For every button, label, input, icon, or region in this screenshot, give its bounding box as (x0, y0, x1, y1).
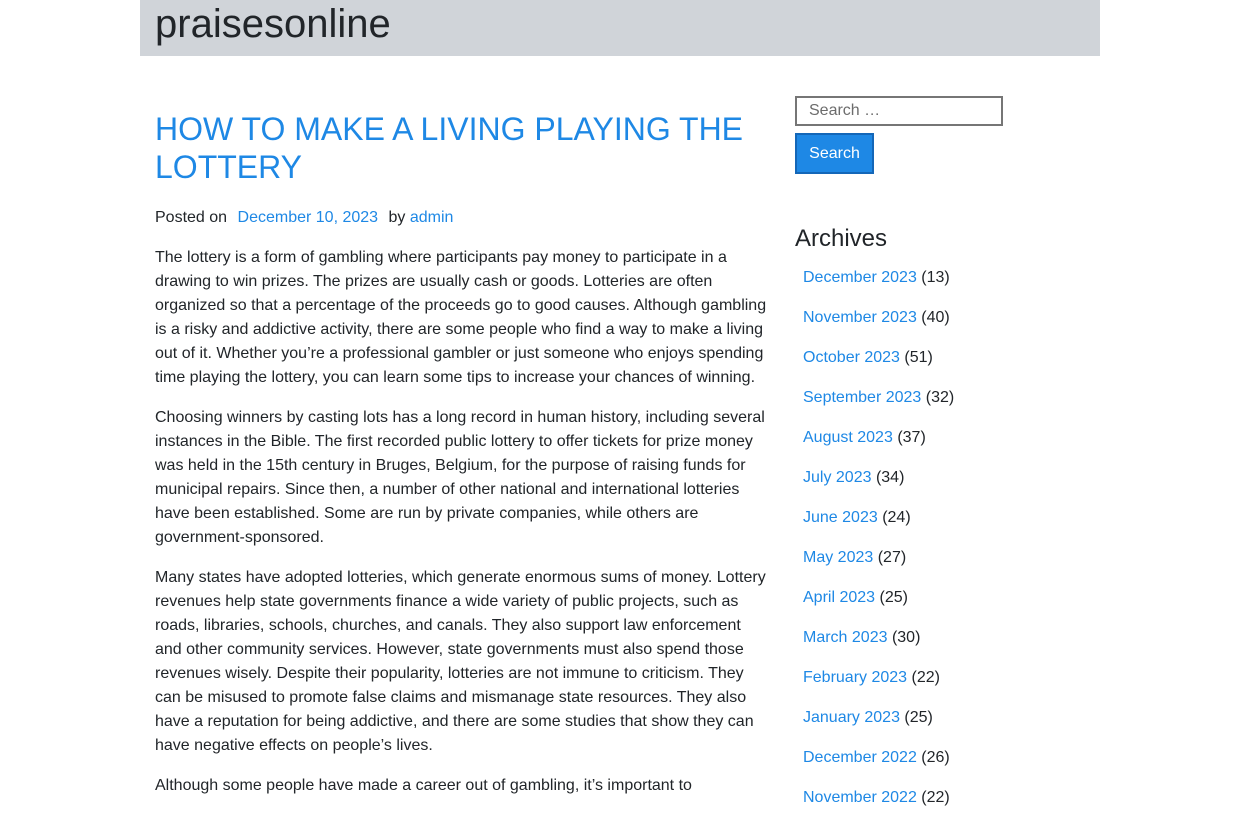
search-button[interactable]: Search (795, 133, 874, 174)
archive-count: (26) (921, 749, 950, 766)
archive-count: (24) (882, 509, 911, 526)
archive-item (803, 786, 1095, 826)
archive-link[interactable]: October 2023 (803, 349, 900, 366)
posted-on-label: Posted on (155, 209, 228, 226)
archive-item (803, 746, 1095, 786)
archive-link[interactable]: December 2022 (803, 749, 917, 766)
archive-item (803, 346, 1095, 386)
archive-item (803, 466, 1095, 506)
archive-item (803, 506, 1095, 546)
archives-list (803, 266, 1095, 826)
archive-count: (22) (921, 789, 950, 806)
archive-link[interactable]: May 2023 (803, 549, 874, 566)
archive-link[interactable]: June 2023 (803, 509, 878, 526)
archive-link[interactable]: August 2023 (803, 429, 893, 446)
post-paragraph: Choosing winners by casting lots has a long record in human history, including several instances in the Bible. The first recorded public lottery to offer tickets for prize money was held in the 15th century in Bruges, Belgium, for the purpose of raising funds for municipal repairs. Since then, a number of other national and international lotteries have been established. Some are run by private companies, while others are government-sponsored. (155, 409, 765, 546)
post-paragraph: Although some people have made a career out of gambling, it’s important to (155, 777, 692, 794)
post-meta (155, 206, 767, 230)
archive-item (803, 426, 1095, 466)
archive-link[interactable]: March 2023 (803, 629, 888, 646)
archive-count: (22) (911, 669, 940, 686)
archive-item (803, 626, 1095, 666)
search-form (795, 96, 1095, 174)
archive-link[interactable]: November 2023 (803, 309, 917, 326)
site-title-link[interactable]: praisesonline (155, 2, 391, 46)
archive-count: (34) (875, 469, 905, 486)
post-paragraph: Many states have adopted lotteries, which generate enormous sums of money. Lottery revenues help state governments finance a wide variety of public projects, such as roads, libraries, schools, churches, and canals. They also support law enforcement and other community services. However, state governments must also spend those revenues wisely. Despite their popularity, lotteries are not immune to criticism. They can be misused to promote false claims and mismanage state resources. They also have a reputation for being addictive, and there are some studies that show they can have negative effects on people’s lives. (155, 569, 766, 754)
archive-count: (13) (921, 269, 950, 286)
archives-title: Archives (795, 225, 888, 252)
archive-count: (40) (921, 309, 950, 326)
archive-item (803, 386, 1095, 426)
archive-link[interactable]: September 2023 (803, 389, 922, 406)
archive-link[interactable]: November 2022 (803, 789, 917, 806)
archive-count: (25) (904, 709, 933, 726)
archive-item (803, 706, 1095, 746)
post-paragraph: The lottery is a form of gambling where participants pay money to participate in a drawing to win prizes. The prizes are usually cash or goods. Lotteries are often organized so that a percentage of the proceeds go to good causes. Although gambling is a risky and addictive activity, there are some people who find a way to make a living out of it. Whether you’re a professional gambler or just someone who enjoys spending time playing the lottery, you can learn some tips to increase your chances of winning. (155, 249, 767, 386)
archive-link[interactable]: April 2023 (803, 589, 876, 606)
by-label: by (388, 209, 406, 226)
main-content (155, 110, 767, 814)
post-date-link[interactable]: December 10, 2023 (237, 209, 379, 226)
archive-count: (27) (877, 549, 907, 566)
archive-count: (37) (897, 429, 926, 446)
archive-count: (32) (925, 389, 955, 406)
archive-count: (30) (891, 629, 921, 646)
author-link[interactable]: admin (409, 209, 454, 226)
post-title[interactable]: HOW TO MAKE A LIVING PLAYING THE LOTTERY (155, 111, 744, 185)
archive-link[interactable]: December 2023 (803, 269, 917, 286)
archive-link[interactable]: July 2023 (803, 469, 872, 486)
site-header (140, 0, 1100, 56)
post-article (155, 110, 767, 798)
search-input[interactable] (795, 96, 1003, 126)
archive-link[interactable]: February 2023 (803, 669, 908, 686)
archive-item (803, 306, 1095, 346)
archive-count: (25) (879, 589, 908, 606)
archive-item (803, 266, 1095, 306)
archive-link[interactable]: January 2023 (803, 709, 900, 726)
sidebar (795, 96, 1095, 826)
post-content (155, 246, 767, 798)
archive-count: (51) (904, 349, 933, 366)
archive-item (803, 586, 1095, 626)
archive-item (803, 666, 1095, 706)
archive-item (803, 546, 1095, 586)
